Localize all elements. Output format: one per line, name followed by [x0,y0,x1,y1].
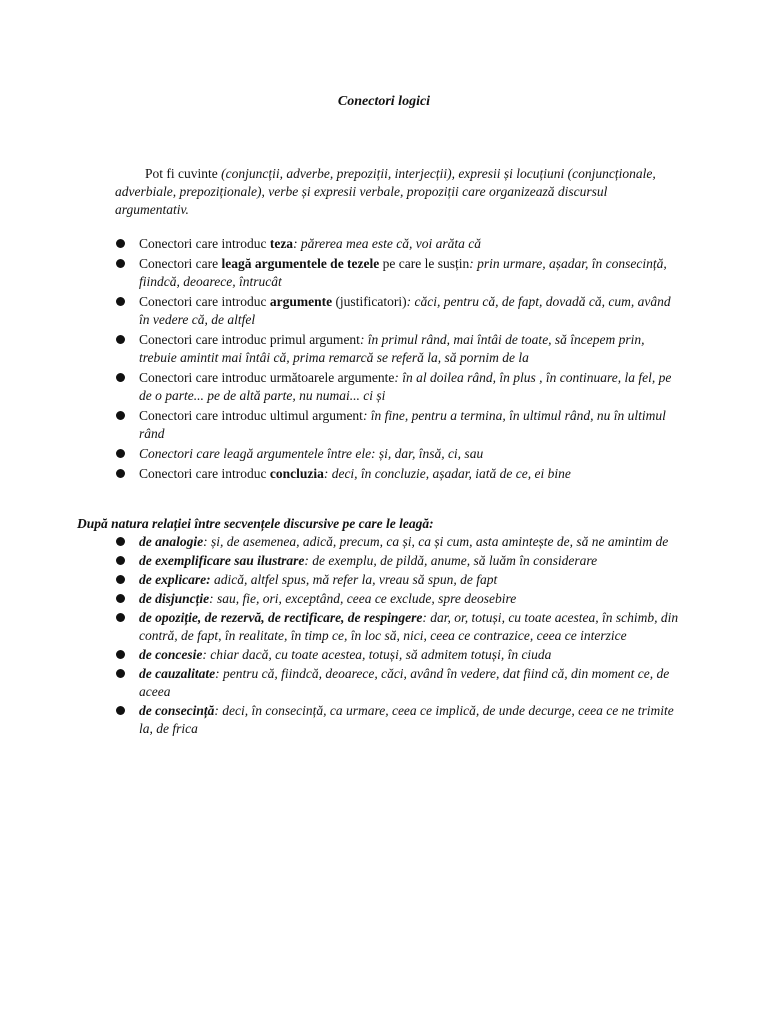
text-run: : deci, în consecință, ca urmare, ceea ce implică, de unde decurge, ceea ce ne trimite la, de frica [139,703,674,736]
list-item [115,445,675,463]
list-item [115,702,680,738]
text-run: de consecință [139,703,215,718]
text-run: (conjuncții, adverbe, prepoziții, interjecții), expresii și locuțiuni (conjuncționale, adverbiale, prepoziționale), verbe și expresii verbale, propoziții care organizează discursul argumentativ. [115,166,656,217]
text-run: Conectori care introduc primul argument [139,332,360,347]
list-item [115,571,680,589]
text-run: teza [269,236,294,251]
text-run: : chiar dacă, cu toate acestea, totuși, să admitem totuși, în ciuda [202,647,552,662]
list-item [115,646,680,664]
text-run: pe care le susțin [379,256,470,271]
text-run: : în al doilea rând, în plus , în continuare, la fel, pe de o parte... pe de altă parte, nu numai... ci și [139,370,672,403]
text-run: : pentru că, fiindcă, deoarece, căci, având în vedere, dat fiind că, din moment ce, de aceea [139,666,670,699]
text-run: de disjuncție [139,591,210,606]
connector-list-by-relation [115,533,680,739]
text-run: Conectori care [139,256,222,271]
list-item [115,255,675,291]
list-item [115,369,675,405]
text-run: : în primul rând, mai întâi de toate, să începem prin, trebuie amintit mai întâi că, prima remarcă se referă la, să pornim de la [139,332,645,365]
text-run: Conectori care introduc următoarele argumente [139,370,395,385]
text-run: Conectori care introduc [139,466,270,481]
intro-paragraph [115,165,660,219]
text-run: argumente [269,294,333,309]
text-run: : de exemplu, de pildă, anume, să luăm în considerare [304,553,598,568]
text-run: : și, de asemenea, adică, precum, ca și, ca și cum, asta amintește de, să ne amintim de [203,534,669,549]
text-run: leagă argumentele de tezele [221,256,380,271]
text-run: : deci, în concluzie, așadar, iată de ce, ei bine [323,466,571,481]
text-run: : dar, or, totuși, cu toate acestea, în schimb, din contră, de fapt, în realitate, în timp ce, în loc să, nici, ceea ce contrazice, ceea ce interzice [139,610,679,643]
text-run: adică, altfel spus, mă refer la, vreau să spun, de fapt [210,572,498,587]
list-item [115,331,675,367]
connector-list-by-role [115,235,675,485]
text-run: Conectori care leagă argumentele între ele: și, dar, însă, ci, sau [139,446,484,461]
page-title: Conectori logici [337,94,431,109]
text-run: : părerea mea este că, voi arăta că [293,236,482,251]
text-run: : căci, pentru că, de fapt, dovadă că, cum, având în vedere că, de altfel [139,294,671,327]
text-run: de cauzalitate [139,666,216,681]
text-run: : prin urmare, așadar, în consecință, fiindcă, deoarece, întrucât [139,256,667,289]
list-item [115,590,680,608]
list-item [115,465,675,483]
text-run: Conectori care introduc ultimul argument [139,408,363,423]
text-run: de explicare: [139,572,211,587]
text-run: de exemplificare sau ilustrare [139,553,305,568]
list-item [115,533,680,551]
text-run: Pot fi cuvinte [145,166,222,181]
list-item [115,293,675,329]
text-run: (justificatori) [332,294,407,309]
list-item [115,407,675,443]
list-item [115,235,675,253]
text-run: Conectori care introduc [139,236,270,251]
text-run: : în fine, pentru a termina, în ultimul rând, nu în ultimul rând [139,408,666,441]
section-heading: După natura relației între secvențele discursive pe care le leagă: [77,516,434,531]
text-run: de analogie [139,534,204,549]
text-run: concluzia [269,466,324,481]
list-item [115,665,680,701]
list-item [115,552,680,570]
list-item [115,609,680,645]
text-run: : sau, fie, ori, exceptând, ceea ce exclude, spre deosebire [209,591,517,606]
text-run: de opoziție, de rezervă, de rectificare, de respingere [139,610,423,625]
text-run: Conectori care introduc [139,294,270,309]
text-run: de concesie [139,647,203,662]
